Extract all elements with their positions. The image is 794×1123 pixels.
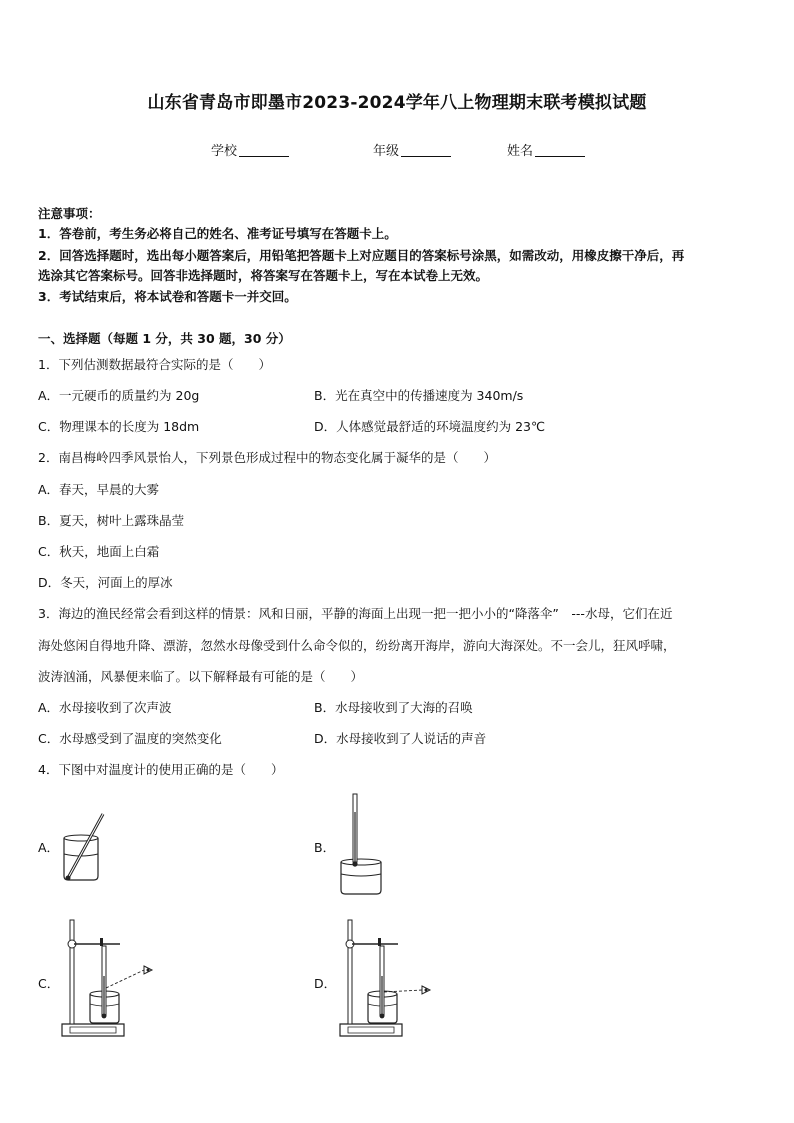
notes-item: 3．考试结束后，将本试卷和答题卡一并交回。 xyxy=(38,289,297,304)
q3-option-b[interactable]: B．水母接收到了大海的召唤 xyxy=(314,700,473,715)
grade-label: 年级 xyxy=(373,144,400,159)
question-2-stem: 2．南昌梅岭四季风景怡人，下列景色形成过程中的物态变化属于凝华的是（ ） xyxy=(38,450,496,465)
question-3-stem: 海处悠闲自得地升降、漂游，忽然水母像受到什么命令似的，纷纷离开海岸，游向大海深处。不一会儿，狂风呼啸， xyxy=(38,638,676,653)
question-3-stem: 3．海边的渔民经常会看到这样的情景：风和日丽，平静的海面上出现一把一把小小的“降落伞” ---水母，它们在近 xyxy=(38,606,673,621)
q3-option-a[interactable]: A．水母接收到了次声波 xyxy=(38,700,172,715)
thermometer-figure-d xyxy=(338,916,438,1042)
notes-item: 选涂其它答案标号。回答非选择题时，将答案写在答题卡上，写在本试卷上无效。 xyxy=(38,268,489,283)
q2-option-a[interactable]: A．春天，早晨的大雾 xyxy=(38,482,160,497)
q1-option-c[interactable]: C．物理课本的长度为 18dm xyxy=(38,419,200,434)
thermometer-figure-b xyxy=(336,792,386,902)
q4-option-b[interactable]: B． xyxy=(314,840,336,855)
question-1-stem: 1．下列估测数据最符合实际的是（ ） xyxy=(38,357,271,372)
notes-item: 2．回答选择题时，选出每小题答案后，用铅笔把答题卡上对应题目的答案标号涂黑，如需改动，用橡皮擦干净后，再 xyxy=(38,248,685,263)
section-heading: 一、选择题（每题 1 分，共 30 题，30 分） xyxy=(38,331,291,346)
q3-option-c[interactable]: C．水母感受到了温度的突然变化 xyxy=(38,731,222,746)
question-4-stem: 4．下图中对温度计的使用正确的是（ ） xyxy=(38,762,284,777)
q4-option-a[interactable]: A． xyxy=(38,840,60,855)
thermometer-figure-c xyxy=(60,916,160,1042)
school-label: 学校 xyxy=(211,144,238,159)
school-blank[interactable] xyxy=(239,144,289,157)
q2-option-b[interactable]: B．夏天，树叶上露珠晶莹 xyxy=(38,513,185,528)
grade-field xyxy=(373,140,451,159)
q1-option-d[interactable]: D．人体感觉最舒适的环境温度约为 23℃ xyxy=(314,419,546,434)
school-field xyxy=(211,140,289,159)
name-blank[interactable] xyxy=(535,144,585,157)
q2-option-c[interactable]: C．秋天，地面上白霜 xyxy=(38,544,160,559)
q4-option-d[interactable]: D． xyxy=(314,976,337,991)
name-field xyxy=(507,140,585,159)
q1-option-a[interactable]: A．一元硬币的质量约为 20g xyxy=(38,388,200,403)
q4-option-c[interactable]: C． xyxy=(38,976,60,991)
q2-option-d[interactable]: D．冬天，河面上的厚冰 xyxy=(38,575,173,590)
page-title: 山东省青岛市即墨市2023-2024学年八上物理期末联考模拟试题 xyxy=(147,93,647,113)
grade-blank[interactable] xyxy=(401,144,451,157)
question-3-stem: 波涛汹涌，风暴便来临了。以下解释最有可能的是（ ） xyxy=(38,669,364,684)
notes-heading: 注意事项： xyxy=(38,206,101,221)
notes-item: 1．答卷前，考生务必将自己的姓名、准考证号填写在答题卡上。 xyxy=(38,226,397,241)
q3-option-d[interactable]: D．水母接收到了人说话的声音 xyxy=(314,731,487,746)
name-label: 姓名 xyxy=(507,144,534,159)
thermometer-figure-a xyxy=(58,808,118,888)
q1-option-b[interactable]: B．光在真空中的传播速度为 340m/s xyxy=(314,388,524,403)
